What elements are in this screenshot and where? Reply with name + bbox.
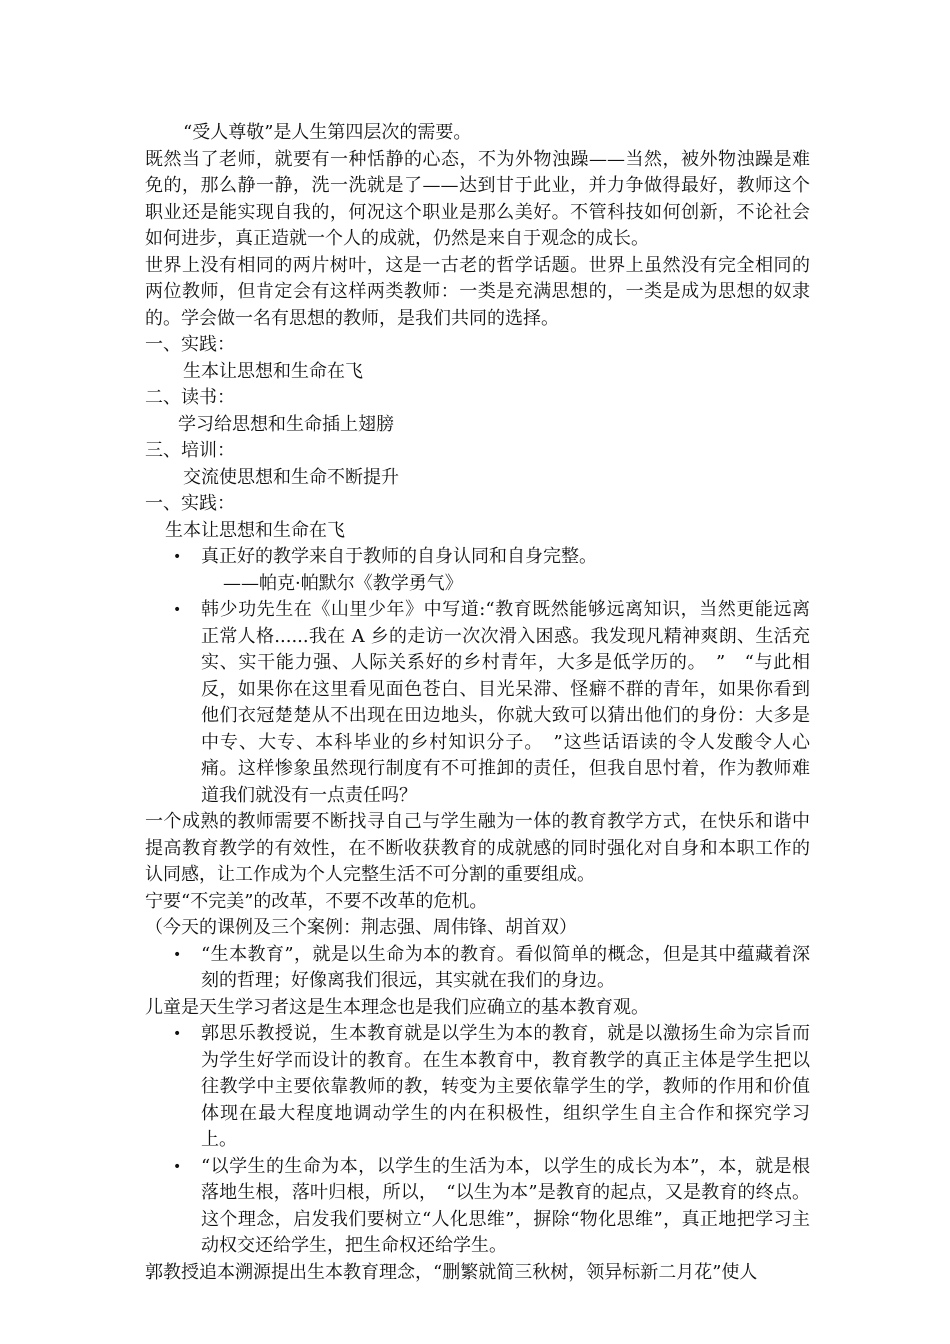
section-subtitle: 学习给思想和生命插上翅膀	[178, 413, 394, 435]
paragraph: （今天的课例及三个案例：荆志强、周伟锋、胡首双）	[145, 917, 577, 938]
list-item	[145, 1154, 810, 1260]
section-heading: 二、读书：	[145, 387, 235, 408]
bullet-icon: •	[173, 1158, 182, 1175]
paragraph: 宁要“不完美”的改革，不要不改革的危机。	[145, 890, 488, 912]
paragraph: 一个成熟的教师需要不断找寻自己与学生融为一体的教育教学方式，在快乐和谐中提高教育教学的有效性，在不断收获教育的成就感的同时强化对自身和本职工作的认同感，让工作成为个人完整生活不可分割的重要组成。	[145, 811, 810, 885]
quote-attribution: ——帕克·帕默尔《教学勇气》	[223, 572, 463, 594]
section-subtitle: 交流使思想和生命不断提升	[183, 466, 399, 488]
list-item	[145, 942, 810, 995]
list-item-text: 郭思乐教授说，生本教育就是以学生为本的教育，就是以激扬生命为宗旨而为学生好学而设计的教育。在生本教育中，教育教学的真正主体是学生把以往教学中主要依靠教师的教，转变为主要依靠学生的学，教师的作用和价值体现在最大程度地调动学生的内在积极性，组织学生自主合作和探究学习上。	[201, 1023, 810, 1150]
section-heading: 一、实践：	[145, 334, 235, 355]
paragraph: 儿童是天生学习者这是生本理念也是我们应确立的基本教育观。	[145, 996, 649, 1018]
list-item-text: “生本教育”，就是以生命为本的教育。看似简单的概念，但是其中蕴藏着深刻的哲理；好像离我们很远，其实就在我们的身边。	[201, 943, 810, 991]
bullet-list	[145, 544, 810, 571]
section-subtitle: 生本让思想和生命在飞	[183, 360, 363, 382]
list-item	[145, 1021, 810, 1154]
list-item	[145, 544, 810, 571]
bullet-list	[145, 1021, 810, 1260]
list-item-text: 韩少功先生在《山里少年》中写道:“教育既然能够远离知识，当然更能远离正常人格......我在 A 乡的走访一次次滑入困惑。我发现凡精神爽朗、生活充实、实干能力强、人际关系好的乡村青年，大多是低学历的。 ” “与此相反，如果你在这里看见面色苍白、目光呆滞、怪癖不群的青年，如果你看到他们衣冠楚楚从不出现在田边地头，你就大致可以猜出他们的身份：大多是中专、大专、本科毕业的乡村知识分子。 ”这些话语读的令人发酸令人心痛。这样惨象虽然现行制度有不可推卸的责任，但我自思忖着，作为教师难道我们就没有一点责任吗？	[201, 599, 810, 806]
list-item	[145, 597, 810, 809]
list-item-text: 真正好的教学来自于教师的自身认同和自身完整。	[201, 546, 597, 567]
bullet-list	[145, 597, 810, 809]
paragraph: 世界上没有相同的两片树叶，这是一古老的哲学话题。世界上虽然没有完全相同的两位教师，但肯定会有这样两类教师：一类是充满思想的，一类是成为思想的奴隶的。学会做一名有思想的教师，是我们共同的选择。	[145, 254, 810, 329]
document-body	[145, 120, 810, 1286]
paragraph: 既然当了老师，就要有一种恬静的心态，不为外物浊躁——当然，被外物浊躁是难免的，那么静一静，洗一洗就是了——达到甘于此业，并力争做得最好，教师这个职业还是能实现自我的，何况这个职业是那么美好。不管科技如何创新，不论社会如何进步，真正造就一个人的成就，仍然是来自于观念的成长。	[145, 148, 810, 249]
section-subtitle: 生本让思想和生命在飞	[165, 519, 345, 541]
bullet-icon: •	[173, 946, 182, 963]
bullet-list	[145, 942, 810, 995]
bullet-icon: •	[173, 602, 182, 618]
bullet-icon: •	[173, 1026, 182, 1042]
section-heading: 一、实践：	[145, 493, 235, 514]
list-item-text: “以学生的生命为本，以学生的生活为本，以学生的成长为本”，本，就是根落地生根，落叶归根，所以， “以生为本”是教育的起点，又是教育的终点。这个理念，启发我们要树立“人化思维”，摒除“物化思维”，真正地把学习主动权交还给学生，把生命权还给学生。	[201, 1155, 810, 1256]
bullet-icon: •	[173, 549, 182, 565]
opening-line: “受人尊敬”是人生第四层次的需要。	[183, 122, 472, 143]
section-heading: 三、培训：	[145, 440, 235, 461]
paragraph: 郭教授追本溯源提出生本教育理念，“删繁就简三秋树，领异标新二月花”使人	[145, 1261, 758, 1283]
